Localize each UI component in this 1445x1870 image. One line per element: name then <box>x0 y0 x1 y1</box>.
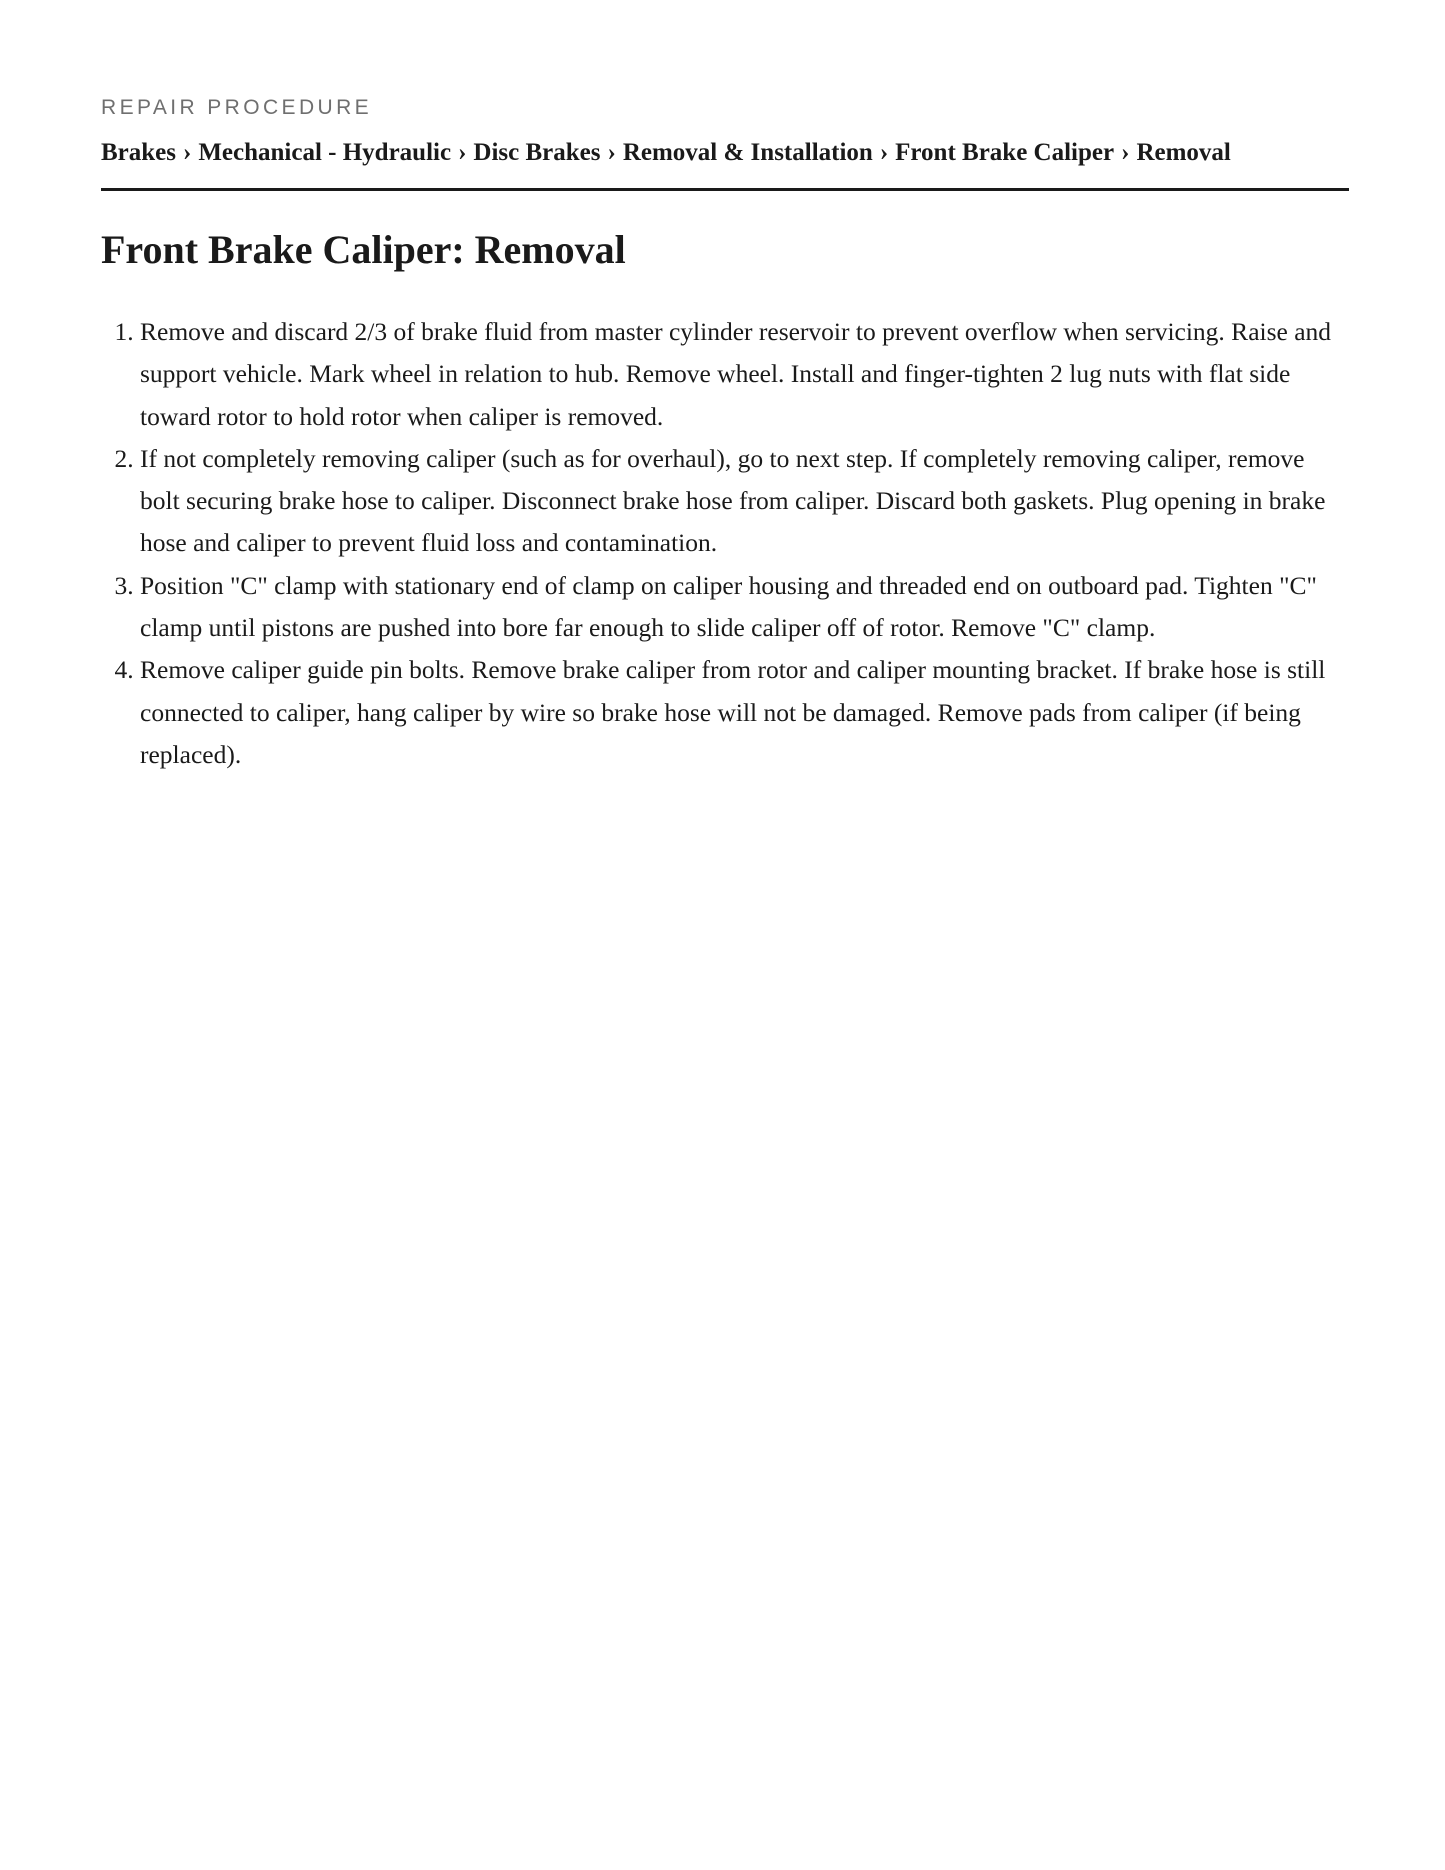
document-kicker: REPAIR PROCEDURE <box>101 96 373 119</box>
breadcrumb-item[interactable]: Disc Brakes <box>473 139 601 166</box>
breadcrumb-item[interactable]: Removal & Installation <box>622 139 873 166</box>
header-divider <box>101 188 1349 191</box>
breadcrumb-separator: › <box>183 139 192 166</box>
page-title: Front Brake Caliper: Removal <box>101 227 626 272</box>
breadcrumb-item-current: Removal <box>1136 139 1231 166</box>
breadcrumb-separator: › <box>1121 139 1130 166</box>
breadcrumb-item[interactable]: Front Brake Caliper <box>895 139 1115 166</box>
breadcrumb-separator: › <box>458 139 467 166</box>
breadcrumb-separator: › <box>607 139 616 166</box>
document-page <box>101 93 1349 769</box>
breadcrumb-separator: › <box>879 139 889 166</box>
procedure-step: 3. Position "C" clamp with stationary end of clamp on caliper housing and threaded end on outboard pad. Tighten "C" clamp until pistons are pushed into bore far enough to slide caliper off of rotor. Remove "C" clamp. <box>140 565 1349 650</box>
procedure-step: 2. If not completely removing caliper (such as for overhaul), go to next step. If completely removing caliper, remove bolt securing brake hose to caliper. Disconnect brake hose from caliper. Discard both gaskets. Plug opening in brake hose and caliper to prevent fluid loss and contamination. <box>140 438 1349 565</box>
procedure-steps <box>101 311 1349 776</box>
breadcrumb-item[interactable]: Mechanical - Hydraulic <box>198 139 452 166</box>
breadcrumb-item[interactable]: Brakes <box>101 139 176 166</box>
breadcrumb <box>101 137 1231 169</box>
procedure-step: 4. Remove caliper guide pin bolts. Remove brake caliper from rotor and caliper mounting bracket. If brake hose is still connected to caliper, hang caliper by wire so brake hose will not be damaged. Remove pads from caliper (if being replaced). <box>140 649 1349 776</box>
procedure-step: 1. Remove and discard 2/3 of brake fluid from master cylinder reservoir to prevent overflow when servicing. Raise and support vehicle. Mark wheel in relation to hub. Remove wheel. Install and finger-tighten 2 lug nuts with flat side toward rotor to hold rotor when caliper is removed. <box>140 311 1349 438</box>
